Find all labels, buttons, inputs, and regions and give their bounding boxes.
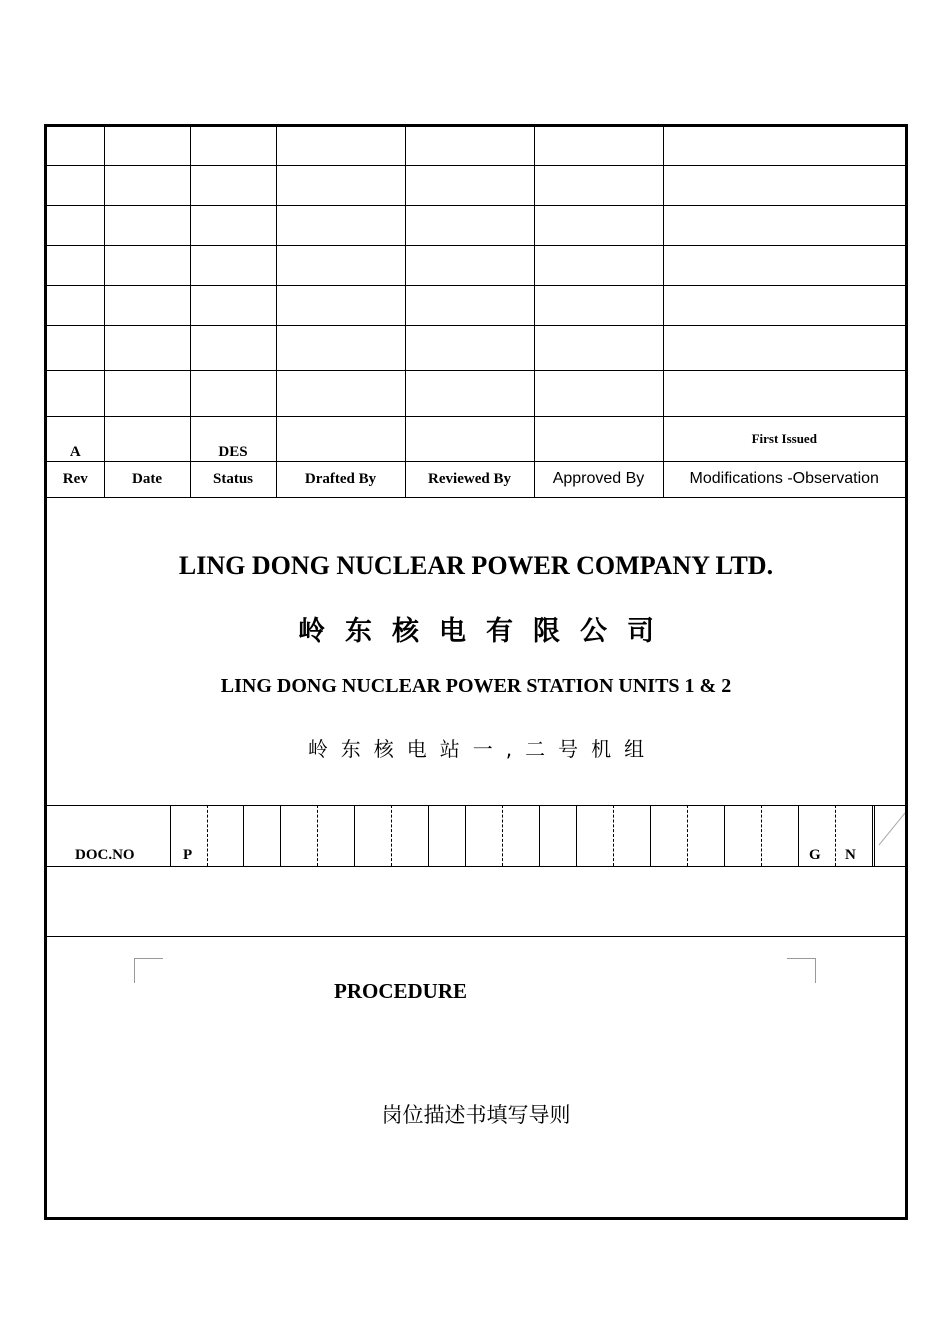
procedure-title: PROCEDURE [334, 979, 468, 1003]
title-block [47, 497, 905, 806]
revision-table [47, 127, 905, 498]
corner-mark-left [134, 958, 163, 983]
station-name-cn: 岭东核电站一,二号机组 [307, 737, 658, 761]
doc-number-cell [724, 805, 798, 866]
doc-number-label: DOC.NO [75, 847, 135, 863]
approved-by-value [534, 416, 663, 461]
header-status: Status [190, 461, 276, 497]
table-row [47, 245, 905, 285]
table-row [47, 285, 905, 325]
header-row [47, 461, 905, 497]
rev-value: A [47, 416, 104, 461]
doc-number-cell [650, 805, 724, 866]
header-modifications: Modifications -Observation [663, 461, 905, 497]
doc-number-cell [428, 805, 465, 866]
company-name-en: LING DONG NUCLEAR POWER COMPANY LTD. [178, 551, 774, 580]
doc-number-cell [539, 805, 576, 866]
procedure-subtitle: 岗位描述书填写导则 [381, 1103, 571, 1127]
header-date: Date [104, 461, 190, 497]
document-frame [44, 124, 908, 1220]
status-value: DES [190, 416, 276, 461]
doc-number-cell [280, 805, 354, 866]
doc-number-cell [354, 805, 428, 866]
drafted-by-value [276, 416, 405, 461]
company-name-cn: 岭东核电有限公司 [298, 616, 674, 647]
doc-number-cell [576, 805, 650, 866]
doc-number-char-g: G [809, 847, 821, 863]
header-drafted-by: Drafted By [276, 461, 405, 497]
corner-mark-right [787, 958, 816, 983]
modifications-value: First Issued [663, 416, 905, 461]
doc-number-cell [170, 805, 243, 866]
doc-number-row [47, 805, 905, 867]
doc-number-char-p: P [183, 847, 193, 863]
header-approved-by: Approved By [534, 461, 663, 497]
diagonal-mark [875, 805, 905, 866]
table-row [47, 165, 905, 205]
table-row [47, 325, 905, 370]
doc-number-cell [465, 805, 539, 866]
table-row [47, 205, 905, 245]
date-value [104, 416, 190, 461]
doc-number-end-cell [872, 805, 905, 866]
station-name-en: LING DONG NUCLEAR POWER STATION UNITS 1 & 2 [220, 675, 732, 697]
revision-entry-row [47, 416, 905, 461]
table-row [47, 127, 905, 165]
reviewed-by-value [405, 416, 534, 461]
header-rev: Rev [47, 461, 104, 497]
procedure-block [47, 937, 905, 1219]
doc-number-char-n: N [845, 847, 856, 863]
header-reviewed-by: Reviewed By [405, 461, 534, 497]
doc-number-cell [798, 805, 872, 866]
doc-number-cell [243, 805, 280, 866]
blank-row [47, 867, 905, 937]
table-row [47, 370, 905, 416]
